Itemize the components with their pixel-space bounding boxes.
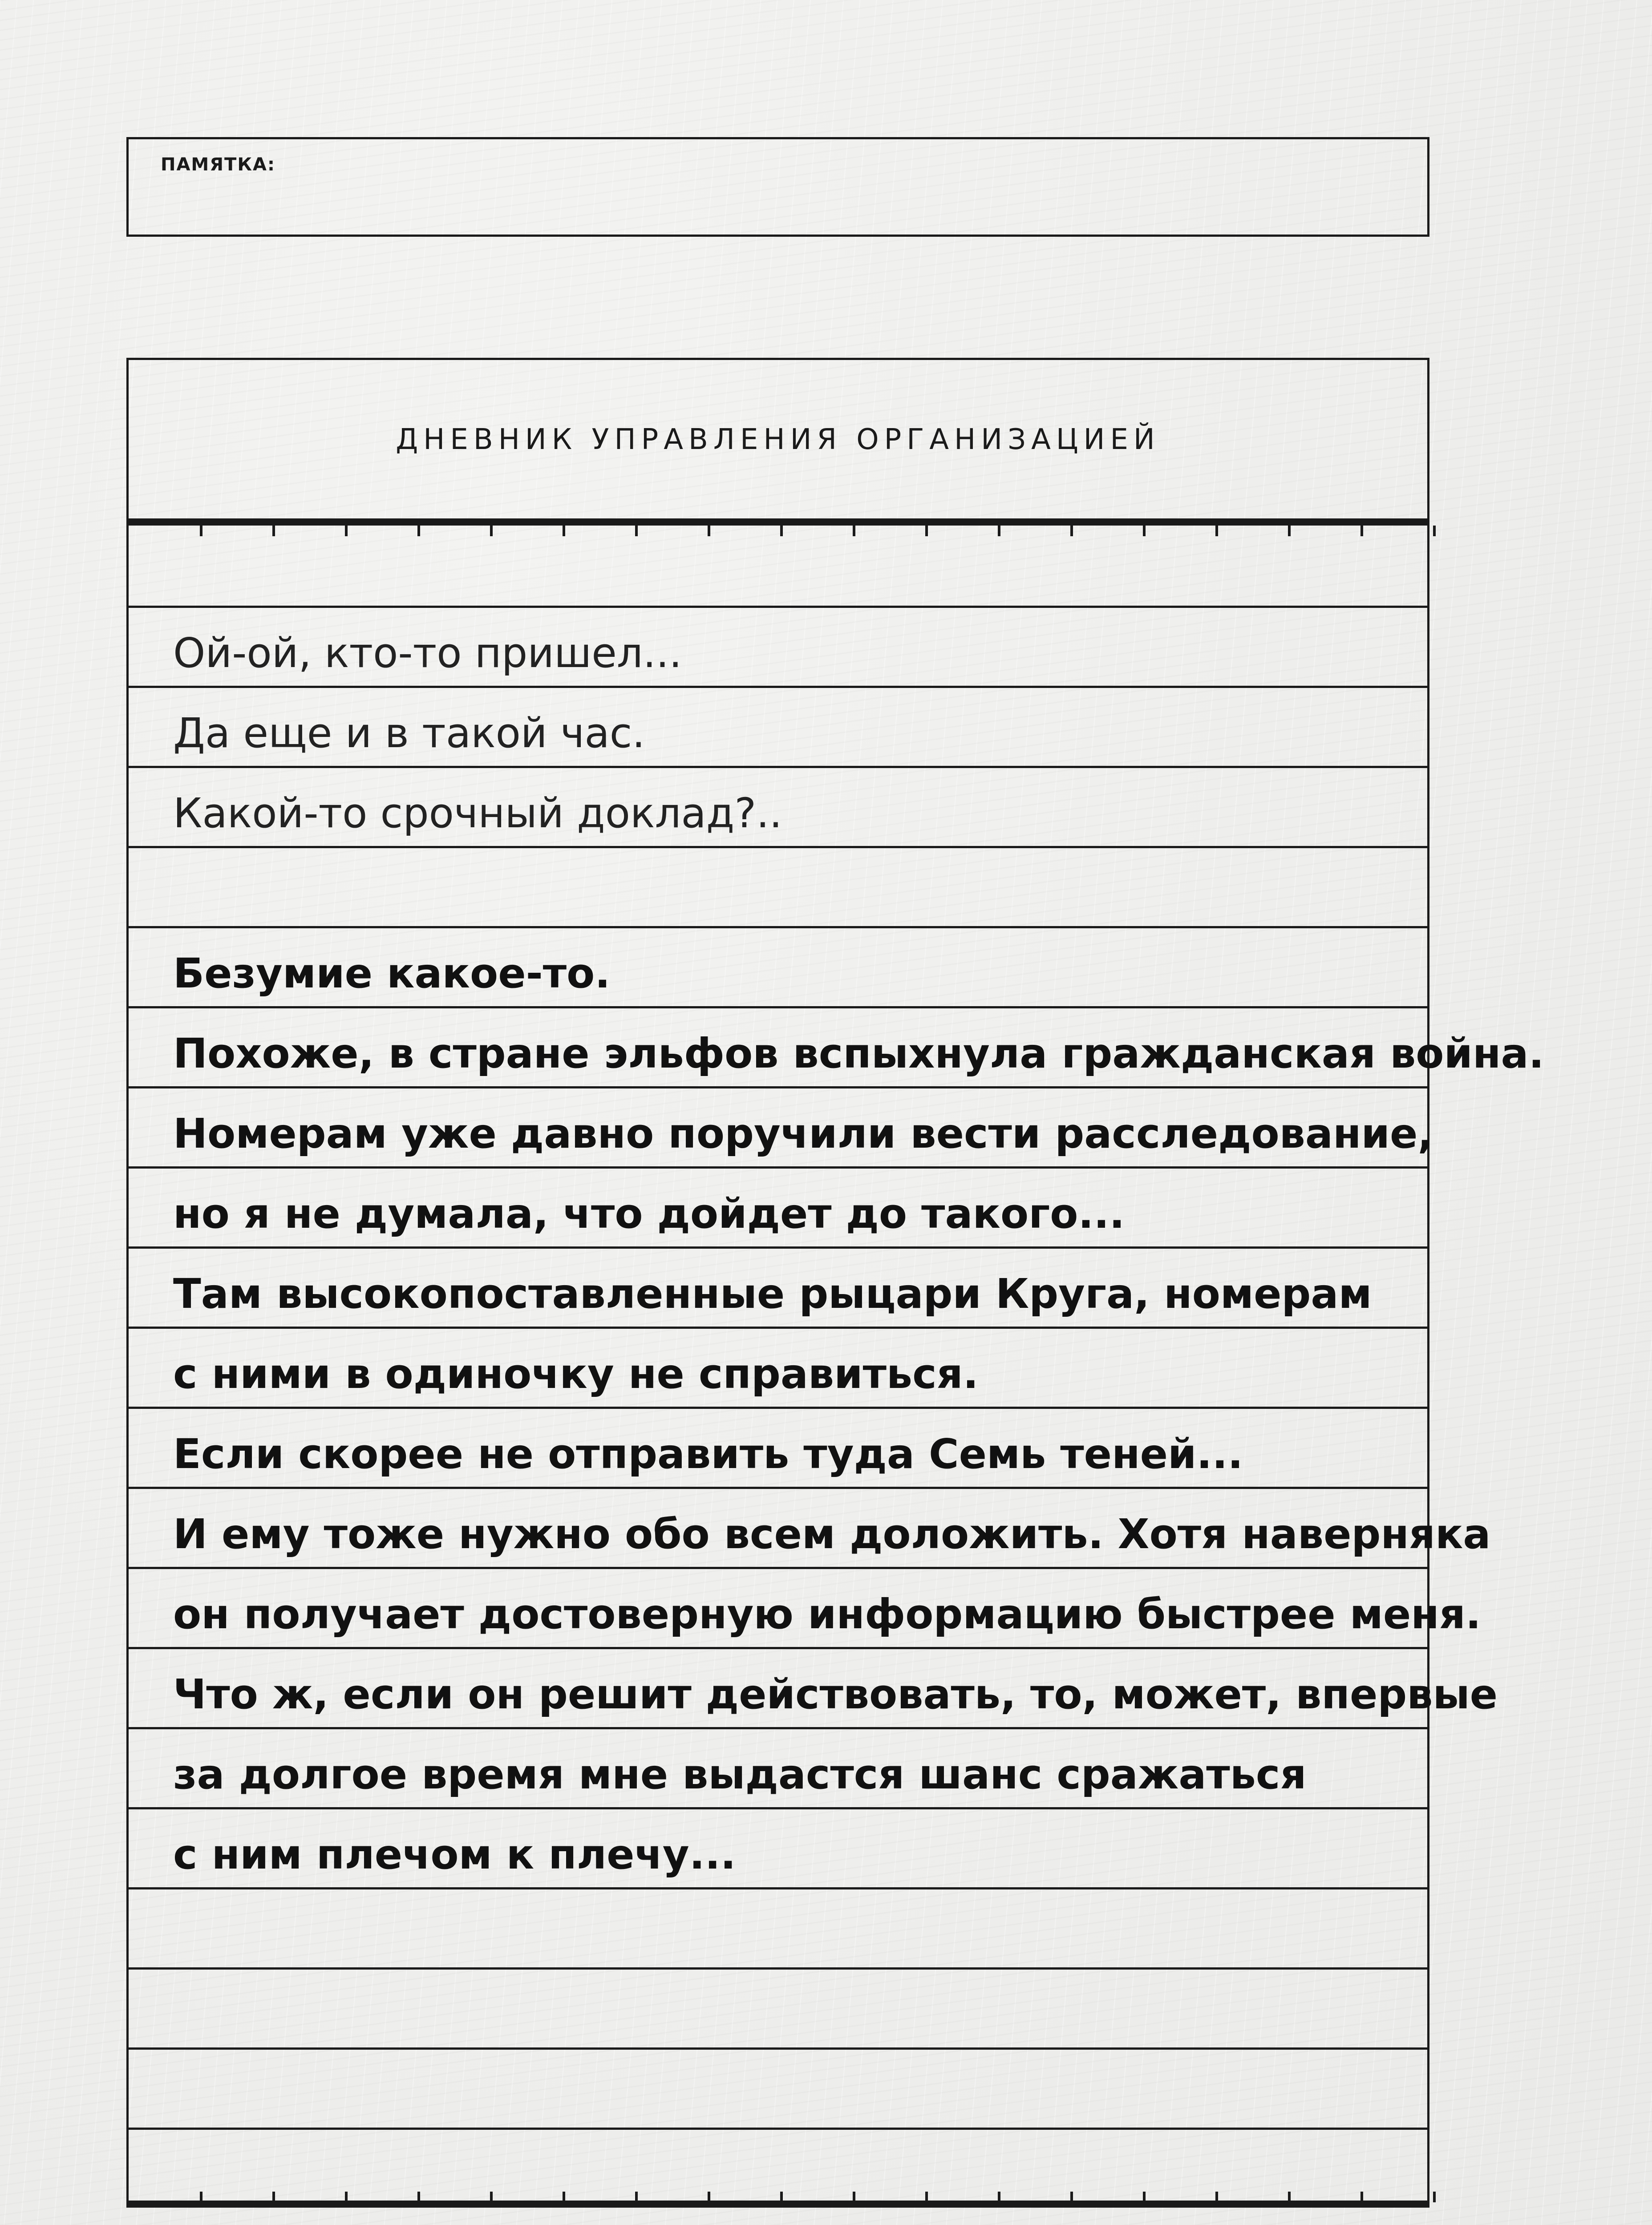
memo-box — [126, 137, 1429, 237]
journal-line — [129, 606, 1427, 686]
journal-line — [129, 526, 1427, 606]
journal-line-text: Если скорее не отправить туда Семь теней... — [173, 1430, 1243, 1478]
journal-line — [129, 846, 1427, 926]
journal-line-text: но я не думала, что дойдет до такого... — [173, 1190, 1125, 1238]
journal-line-text: Да еще и в такой час. — [173, 709, 645, 757]
journal-line — [129, 2047, 1427, 2128]
journal-line-text: с ними в одиночку не справиться. — [173, 1350, 979, 1398]
journal-line — [129, 1006, 1544, 1086]
journal-line — [129, 926, 1427, 1006]
bottom-thick-rule — [126, 2201, 1429, 2208]
journal-table — [126, 358, 1544, 2207]
journal-line — [129, 766, 1427, 846]
journal-line-text: Похоже, в стране эльфов вспыхнула гражданская война. — [173, 1030, 1544, 1077]
journal-line — [129, 1567, 1481, 1647]
journal-line — [129, 1967, 1427, 2047]
journal-line — [129, 1407, 1427, 1487]
journal-line-text: Номерам уже давно поручили вести расследование, — [173, 1110, 1433, 1157]
ruler-tick — [1433, 2192, 1436, 2202]
journal-line — [129, 1807, 1427, 1887]
journal-title: ДНЕВНИК УПРАВЛЕНИЯ ОРГАНИЗАЦИЕЙ — [396, 423, 1160, 456]
journal-line — [129, 1246, 1427, 1327]
journal-line — [129, 686, 1427, 766]
journal-line — [129, 1487, 1491, 1567]
journal-line-text: Безумие какое-то. — [173, 950, 611, 997]
journal-line — [129, 1727, 1427, 1807]
journal-line — [129, 1647, 1498, 1727]
journal-line-text: Что ж, если он решит действовать, то, может, впервые — [173, 1671, 1498, 1718]
journal-line-text: за долгое время мне выдастся шанс сражаться — [173, 1751, 1307, 1798]
journal-line — [129, 1887, 1427, 1967]
journal-line-text: с ним плечом к плечу... — [173, 1831, 736, 1878]
journal-line — [129, 1086, 1433, 1166]
top-thick-rule — [126, 518, 1429, 526]
journal-line — [129, 1166, 1427, 1246]
journal-line-text: он получает достоверную информацию быстрее меня. — [173, 1590, 1481, 1638]
journal-line-text: И ему тоже нужно обо всем доложить. Хотя наверняка — [173, 1510, 1491, 1558]
journal-line-text: Ой-ой, кто-то пришел... — [173, 629, 682, 677]
journal-line-text: Там высокопоставленные рыцари Круга, номерам — [173, 1270, 1372, 1318]
journal-line-text: Какой-то срочный доклад?.. — [173, 789, 782, 837]
ruler-tick — [1433, 526, 1436, 536]
memo-label: ПАМЯТКА: — [161, 154, 275, 175]
journal-line — [129, 1327, 1427, 1407]
